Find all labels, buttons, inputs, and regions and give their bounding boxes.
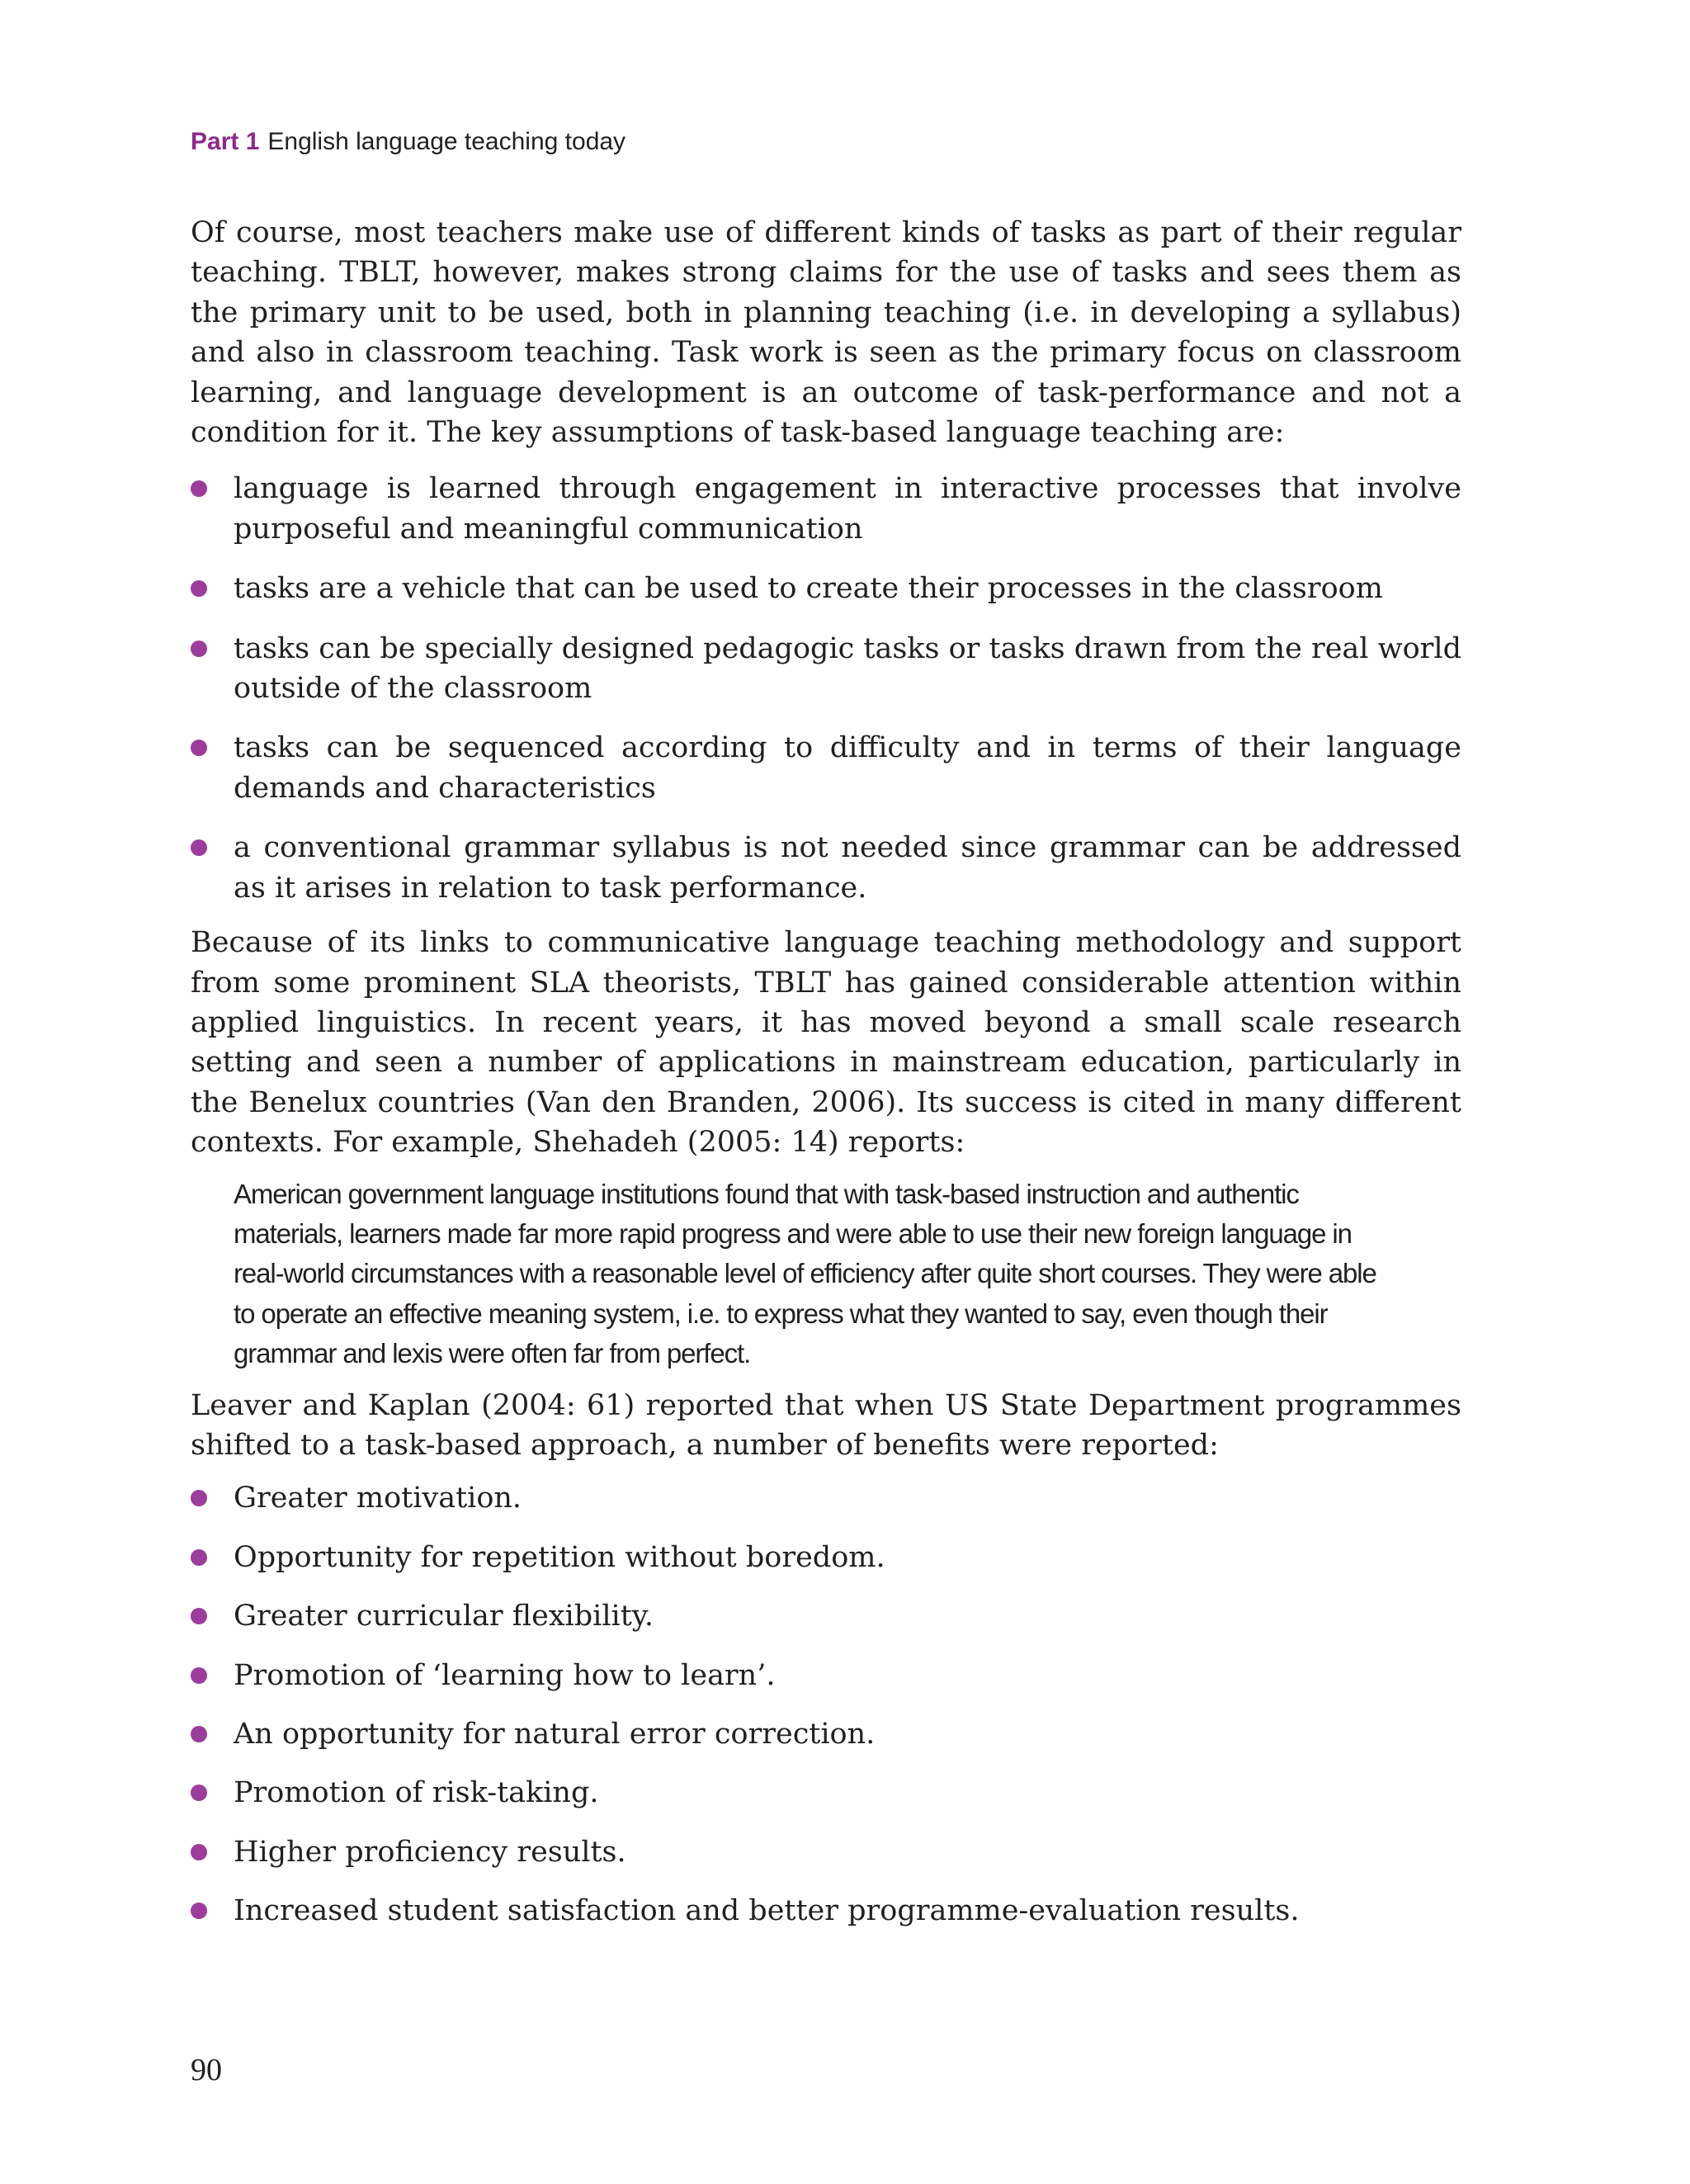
list-item-text: Greater curricular flexibility. (234, 1600, 654, 1633)
bullet-icon (191, 1844, 207, 1860)
main-text (191, 213, 1461, 1950)
benefits-list (191, 1478, 1461, 1931)
list-item-text: Higher proficiency results. (234, 1835, 626, 1869)
list-item-text: tasks can be specially designed pedagogic tasks or tasks drawn from the real world outside of the classroom (234, 631, 1461, 706)
list-item (191, 1596, 1461, 1636)
list-item (191, 469, 1461, 549)
list-item (191, 728, 1461, 808)
bullet-icon (191, 1549, 207, 1566)
page-number: 90 (191, 2053, 222, 2087)
part-label: Part 1 (191, 128, 260, 155)
section-title: English language teaching today (267, 128, 626, 155)
assumptions-list (191, 469, 1461, 908)
list-item-text: tasks can be sequenced according to difficulty and in terms of their language demands and characteristics (234, 731, 1461, 805)
list-item (191, 629, 1461, 709)
bullet-icon (191, 1726, 207, 1742)
bullet-icon (191, 839, 207, 856)
list-item (191, 1656, 1461, 1695)
list-item (191, 1714, 1461, 1754)
bullet-icon (191, 1608, 207, 1624)
list-item (191, 1478, 1461, 1518)
list-item-text: a conventional grammar syllabus is not needed since grammar can be addressed as it arises in relation to task performance. (234, 831, 1461, 905)
paragraph-tblt-success: Because of its links to communicative language teaching methodology and support from some prominent SLA theorists, TBLT has gained considerable attention within applied linguistics. In recent years, it has moved beyond a small scale research setting and seen a number of applications in mainstream education, particularly in the Benelux countries (Van den Branden, 2006). Its success is cited in many different contexts. For example, Shehadeh (2005: 14) reports: (191, 926, 1461, 1160)
list-item-text: tasks are a vehicle that can be used to create their processes in the classroom (234, 572, 1383, 606)
list-item-text: Greater motivation. (234, 1482, 522, 1515)
running-head (191, 128, 625, 156)
bullet-icon (191, 1785, 207, 1801)
list-item-text: Promotion of ‘learning how to learn’. (234, 1658, 776, 1692)
list-item-text: Promotion of risk-taking. (234, 1776, 599, 1810)
list-item-text: An opportunity for natural error correction. (234, 1718, 876, 1751)
bullet-icon (191, 1490, 207, 1506)
block-quote: American government language institutions found that with task-based instruction and authentic materials, learners made far more rapid progress and were able to use their new foreign language in real-world circumstances with a reasonable level of efficiency after quite short courses. They were able to operate an effective meaning system, i.e. to express what they wanted to say, even though their grammar and lexis were often far from perfect. (234, 1178, 1376, 1369)
paragraph-intro: Of course, most teachers make use of different kinds of tasks as part of their regular teaching. TBLT, however, makes strong claims for the use of tasks and sees them as the primary unit to be used, both in planning teaching (i.e. in developing a syllabus) and also in classroom teaching. Task work is seen as the primary focus on classroom learning, and language development is an outcome of task-performance and not a condition for it. The key assumptions of task-based language teaching are: (191, 216, 1461, 450)
bullet-icon (191, 1903, 207, 1919)
paragraph-benefits-intro: Leaver and Kaplan (2004: 61) reported that when US State Department programmes shifted to a task-based approach, a number of benefits were reported: (191, 1388, 1461, 1462)
list-item (191, 569, 1461, 608)
list-item (191, 828, 1461, 908)
list-item-text: Increased student satisfaction and better programme-evaluation results. (234, 1894, 1300, 1928)
list-item-text: language is learned through engagement in interactive processes that involve purposeful and meaningful communication (234, 472, 1461, 546)
bullet-icon (191, 1667, 207, 1684)
bullet-icon (191, 740, 207, 756)
bullet-icon (191, 480, 207, 497)
list-item (191, 1832, 1461, 1872)
list-item (191, 1773, 1461, 1813)
list-item (191, 1891, 1461, 1931)
list-item (191, 1538, 1461, 1577)
bullet-icon (191, 641, 207, 657)
list-item-text: Opportunity for repetition without boredom. (234, 1540, 885, 1574)
bullet-icon (191, 580, 207, 597)
